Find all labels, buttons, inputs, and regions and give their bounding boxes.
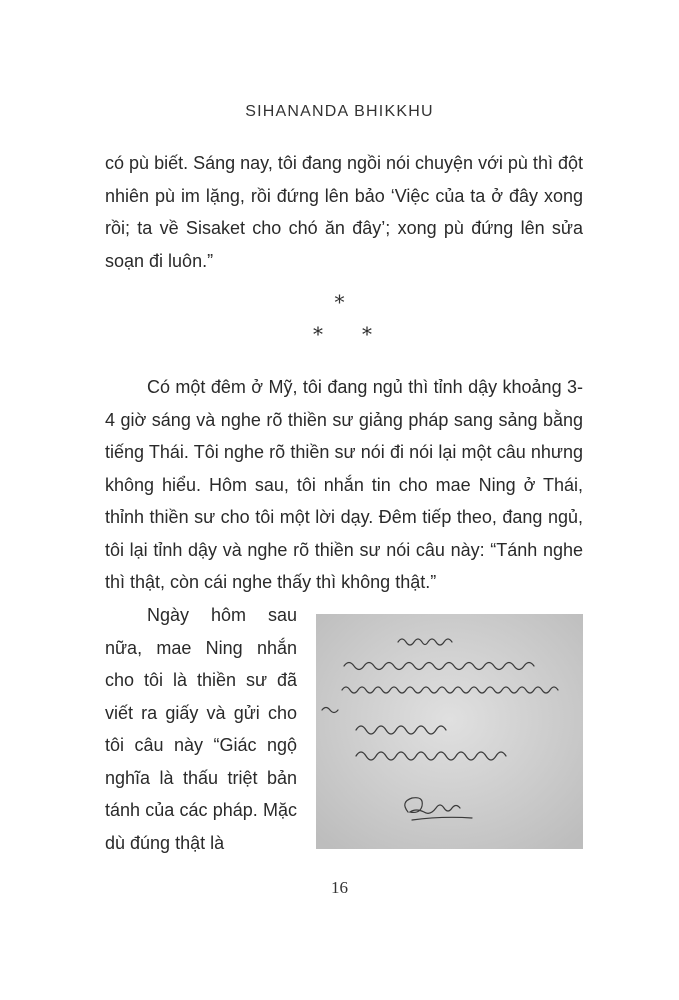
separator-star-top: *	[334, 290, 345, 314]
paragraph-dream-text: Có một đêm ở Mỹ, tôi đang ngủ thì tỉnh dậy khoảng 3-4 giờ sáng và nghe rõ thiền sư giảng pháp sang sảng bằng tiếng Thái. Tôi nghe rõ thiền sư nói đi nói lại một câu nhưng không hiểu. Hôm sau, tôi nhắn tin cho mae Ning ở Thái, thỉnh thiền sư cho tôi một lời dạy. Đêm tiếp theo, đang ngủ, tôi lại tỉnh dậy và nghe rõ thiền sư nói câu này: “Tánh nghe thì thật, còn cái nghe thấy thì không thật.”	[105, 377, 583, 592]
page-number: 16	[331, 878, 348, 897]
running-header: SIHANANDA BHIKKHU	[245, 103, 434, 120]
separator-star-right: *	[362, 322, 372, 346]
paragraph-next-day-text: Ngày hôm sau nữa, mae Ning nhắn cho tôi là thiền sư đã viết ra giấy và gửi cho tôi câu này “Giác ngộ nghĩa là thấu triệt bản tánh của các pháp. Mặc dù đúng thật là	[105, 605, 297, 853]
paragraph-dream	[105, 371, 583, 599]
handwritten-letter-photo	[316, 614, 583, 849]
paragraph-continuation: có pù biết. Sáng nay, tôi đang ngồi nói chuyện với pù thì đột nhiên pù im lặng, rồi đứng lên bảo ‘Việc của ta ở đây xong rồi; ta về Sisaket cho chó ăn đây’; xong pù đứng lên sửa soạn đi luôn.”	[105, 153, 583, 271]
handwritten-letter-svg	[316, 614, 583, 849]
separator-star-left: *	[313, 322, 323, 346]
paragraph-next-day	[105, 599, 297, 859]
